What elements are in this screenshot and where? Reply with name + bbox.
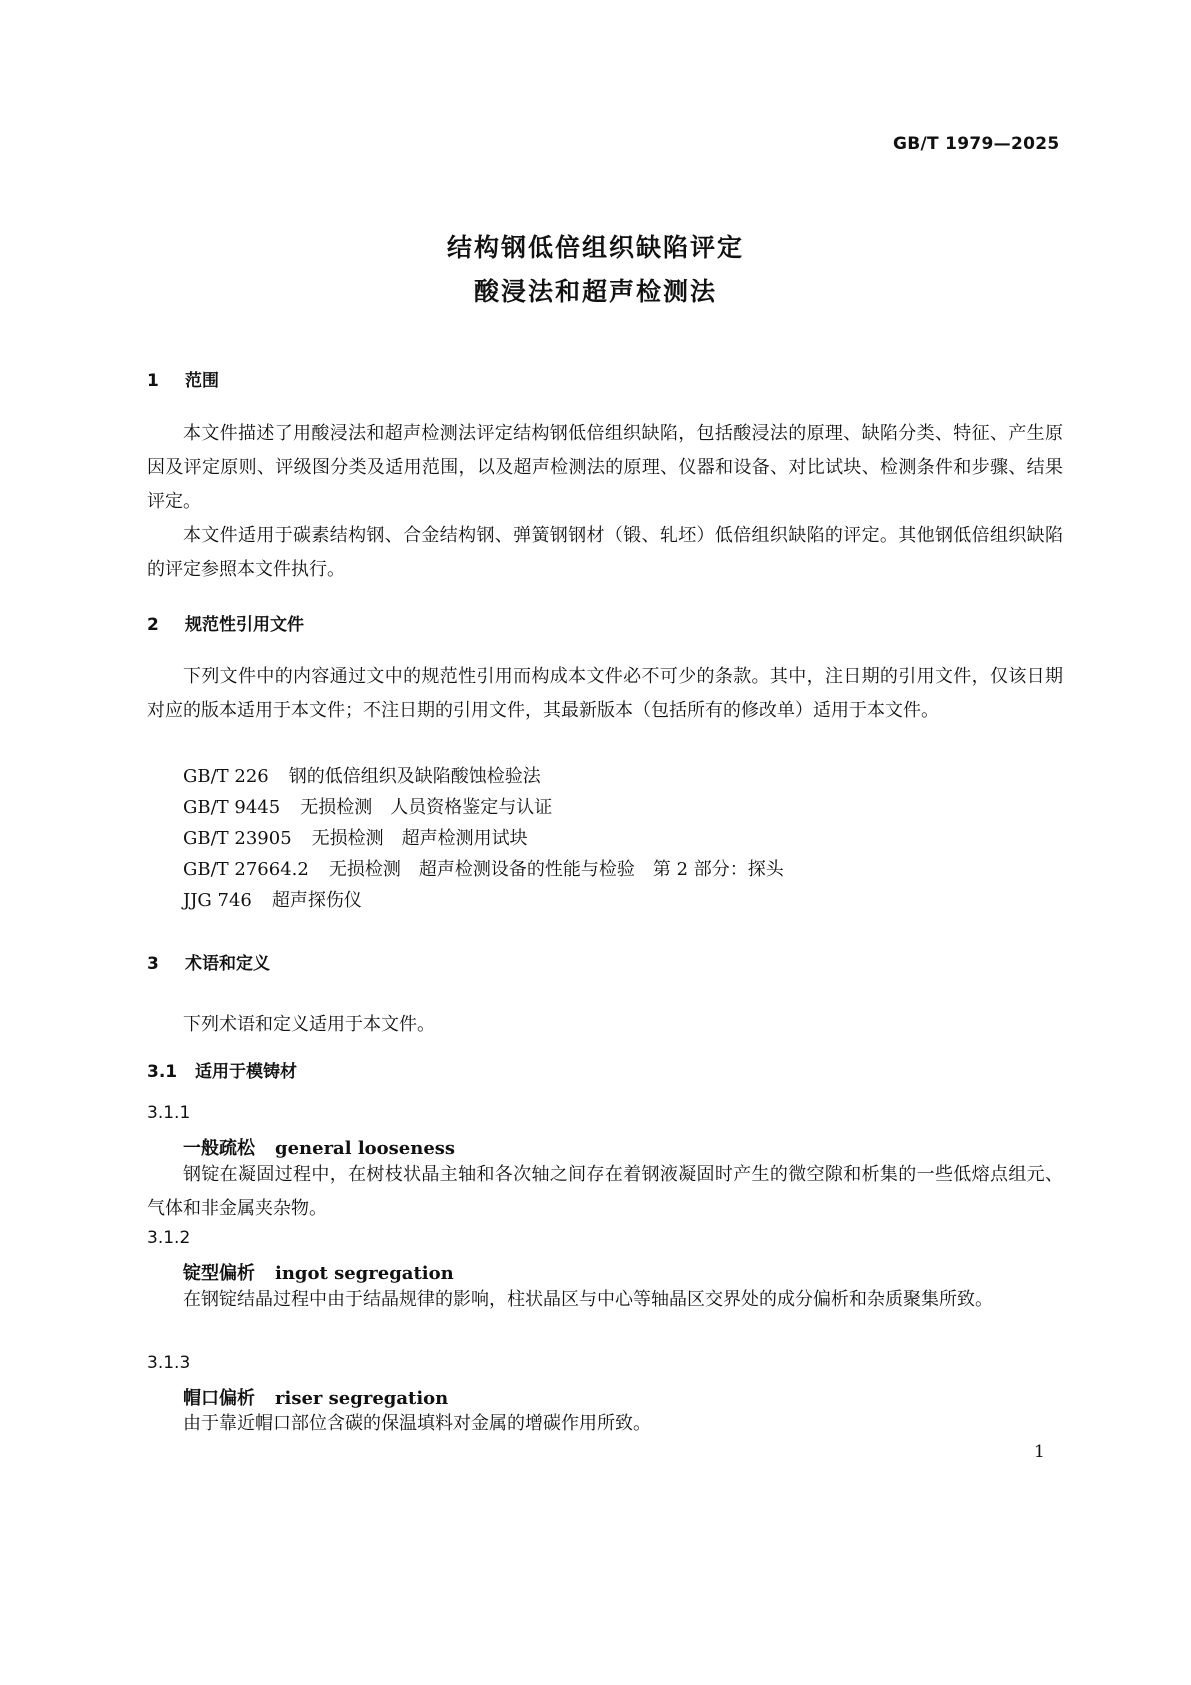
reference-item: [183, 886, 362, 912]
paragraph: 钢锭在凝固过程中，在树枝状晶主轴和各次轴之间存在着钢液凝固时产生的微空隙和析集的一些低熔点组元、气体和非金属夹杂物。: [147, 1164, 1063, 1219]
section-3-intro: 下列术语和定义适用于本文件。: [183, 1014, 435, 1035]
term-english: ingot segregation: [275, 1263, 454, 1284]
section-2-heading: [147, 610, 304, 635]
reference-title: 无损检测 超声检测用试块: [311, 828, 528, 849]
paragraph: 下列文件中的内容通过文中的规范性引用而构成本文件必不可少的条款。其中，注日期的引用文件，仅该日期对应的版本适用于本文件；不注日期的引用文件，其最新版本（包括所有的修改单）适用于本文件。: [147, 666, 1063, 721]
reference-item: [183, 762, 541, 788]
subsection-number: 3.1: [147, 1062, 178, 1082]
section-2-body: [147, 660, 1063, 728]
reference-code: JJG 746: [183, 890, 252, 911]
reference-code: GB/T 9445: [183, 797, 281, 818]
reference-item: [183, 793, 552, 819]
term-english: general looseness: [275, 1138, 456, 1159]
reference-title: 无损检测 人员资格鉴定与认证: [300, 797, 553, 818]
reference-code: GB/T 27664.2: [183, 859, 309, 880]
section-number: 1: [147, 371, 159, 391]
subsection-3-1-heading: [147, 1057, 297, 1082]
paragraph: 在钢锭结晶过程中由于结晶规律的影响，柱状晶区与中心等轴晶区交界处的成分偏析和杂质聚集所致。: [183, 1289, 993, 1310]
term-definition: [147, 1158, 1063, 1226]
section-1-heading: [147, 366, 219, 391]
document-title-line-1: 结构钢低倍组织缺陷评定: [446, 233, 744, 262]
subsection-title: 适用于模铸材: [195, 1062, 297, 1082]
term-definition: [147, 1283, 1063, 1317]
term-chinese: 锭型偏析: [183, 1263, 255, 1284]
standard-code-header: GB/T 1979—2025: [893, 134, 1060, 154]
term-number: 3.1.3: [147, 1353, 191, 1373]
term-number: 3.1.2: [147, 1228, 191, 1248]
reference-code: GB/T 226: [183, 766, 269, 787]
reference-item: [183, 855, 784, 881]
reference-title: 超声探伤仪: [271, 890, 362, 911]
term-number: 3.1.1: [147, 1103, 191, 1123]
paragraph: 本文件适用于碳素结构钢、合金结构钢、弹簧钢钢材（锻、轧坯）低倍组织缺陷的评定。其他钢低倍组织缺陷的评定参照本文件执行。: [147, 525, 1063, 580]
paragraph: 本文件描述了用酸浸法和超声检测法评定结构钢低倍组织缺陷，包括酸浸法的原理、缺陷分类、特征、产生原因及评定原则、评级图分类及适用范围，以及超声检测法的原理、仪器和设备、对比试块、检测条件和步骤、结果评定。: [147, 423, 1063, 512]
section-title: 范围: [185, 371, 219, 391]
term-chinese: 一般疏松: [183, 1138, 255, 1159]
reference-code: GB/T 23905: [183, 828, 292, 849]
paragraph: 由于靠近帽口部位含碳的保温填料对金属的增碳作用所致。: [183, 1413, 651, 1434]
term-english: riser segregation: [275, 1388, 449, 1409]
section-title: 术语和定义: [185, 954, 270, 974]
document-title-line-2: 酸浸法和超声检测法: [473, 277, 717, 306]
reference-title: 钢的低倍组织及缺陷酸蚀检验法: [288, 766, 541, 787]
reference-title: 无损检测 超声检测设备的性能与检验 第 2 部分：探头: [328, 859, 784, 880]
section-number: 3: [147, 954, 159, 974]
term-definition: [147, 1407, 1063, 1441]
term-chinese: 帽口偏析: [183, 1388, 255, 1409]
section-1-body: [147, 417, 1063, 587]
section-title: 规范性引用文件: [185, 615, 304, 635]
page-number: 1: [1034, 1442, 1045, 1462]
section-number: 2: [147, 615, 159, 635]
term-heading: [183, 1259, 454, 1285]
reference-item: [183, 824, 528, 850]
term-heading: [183, 1134, 455, 1160]
section-3-heading: [147, 949, 270, 974]
